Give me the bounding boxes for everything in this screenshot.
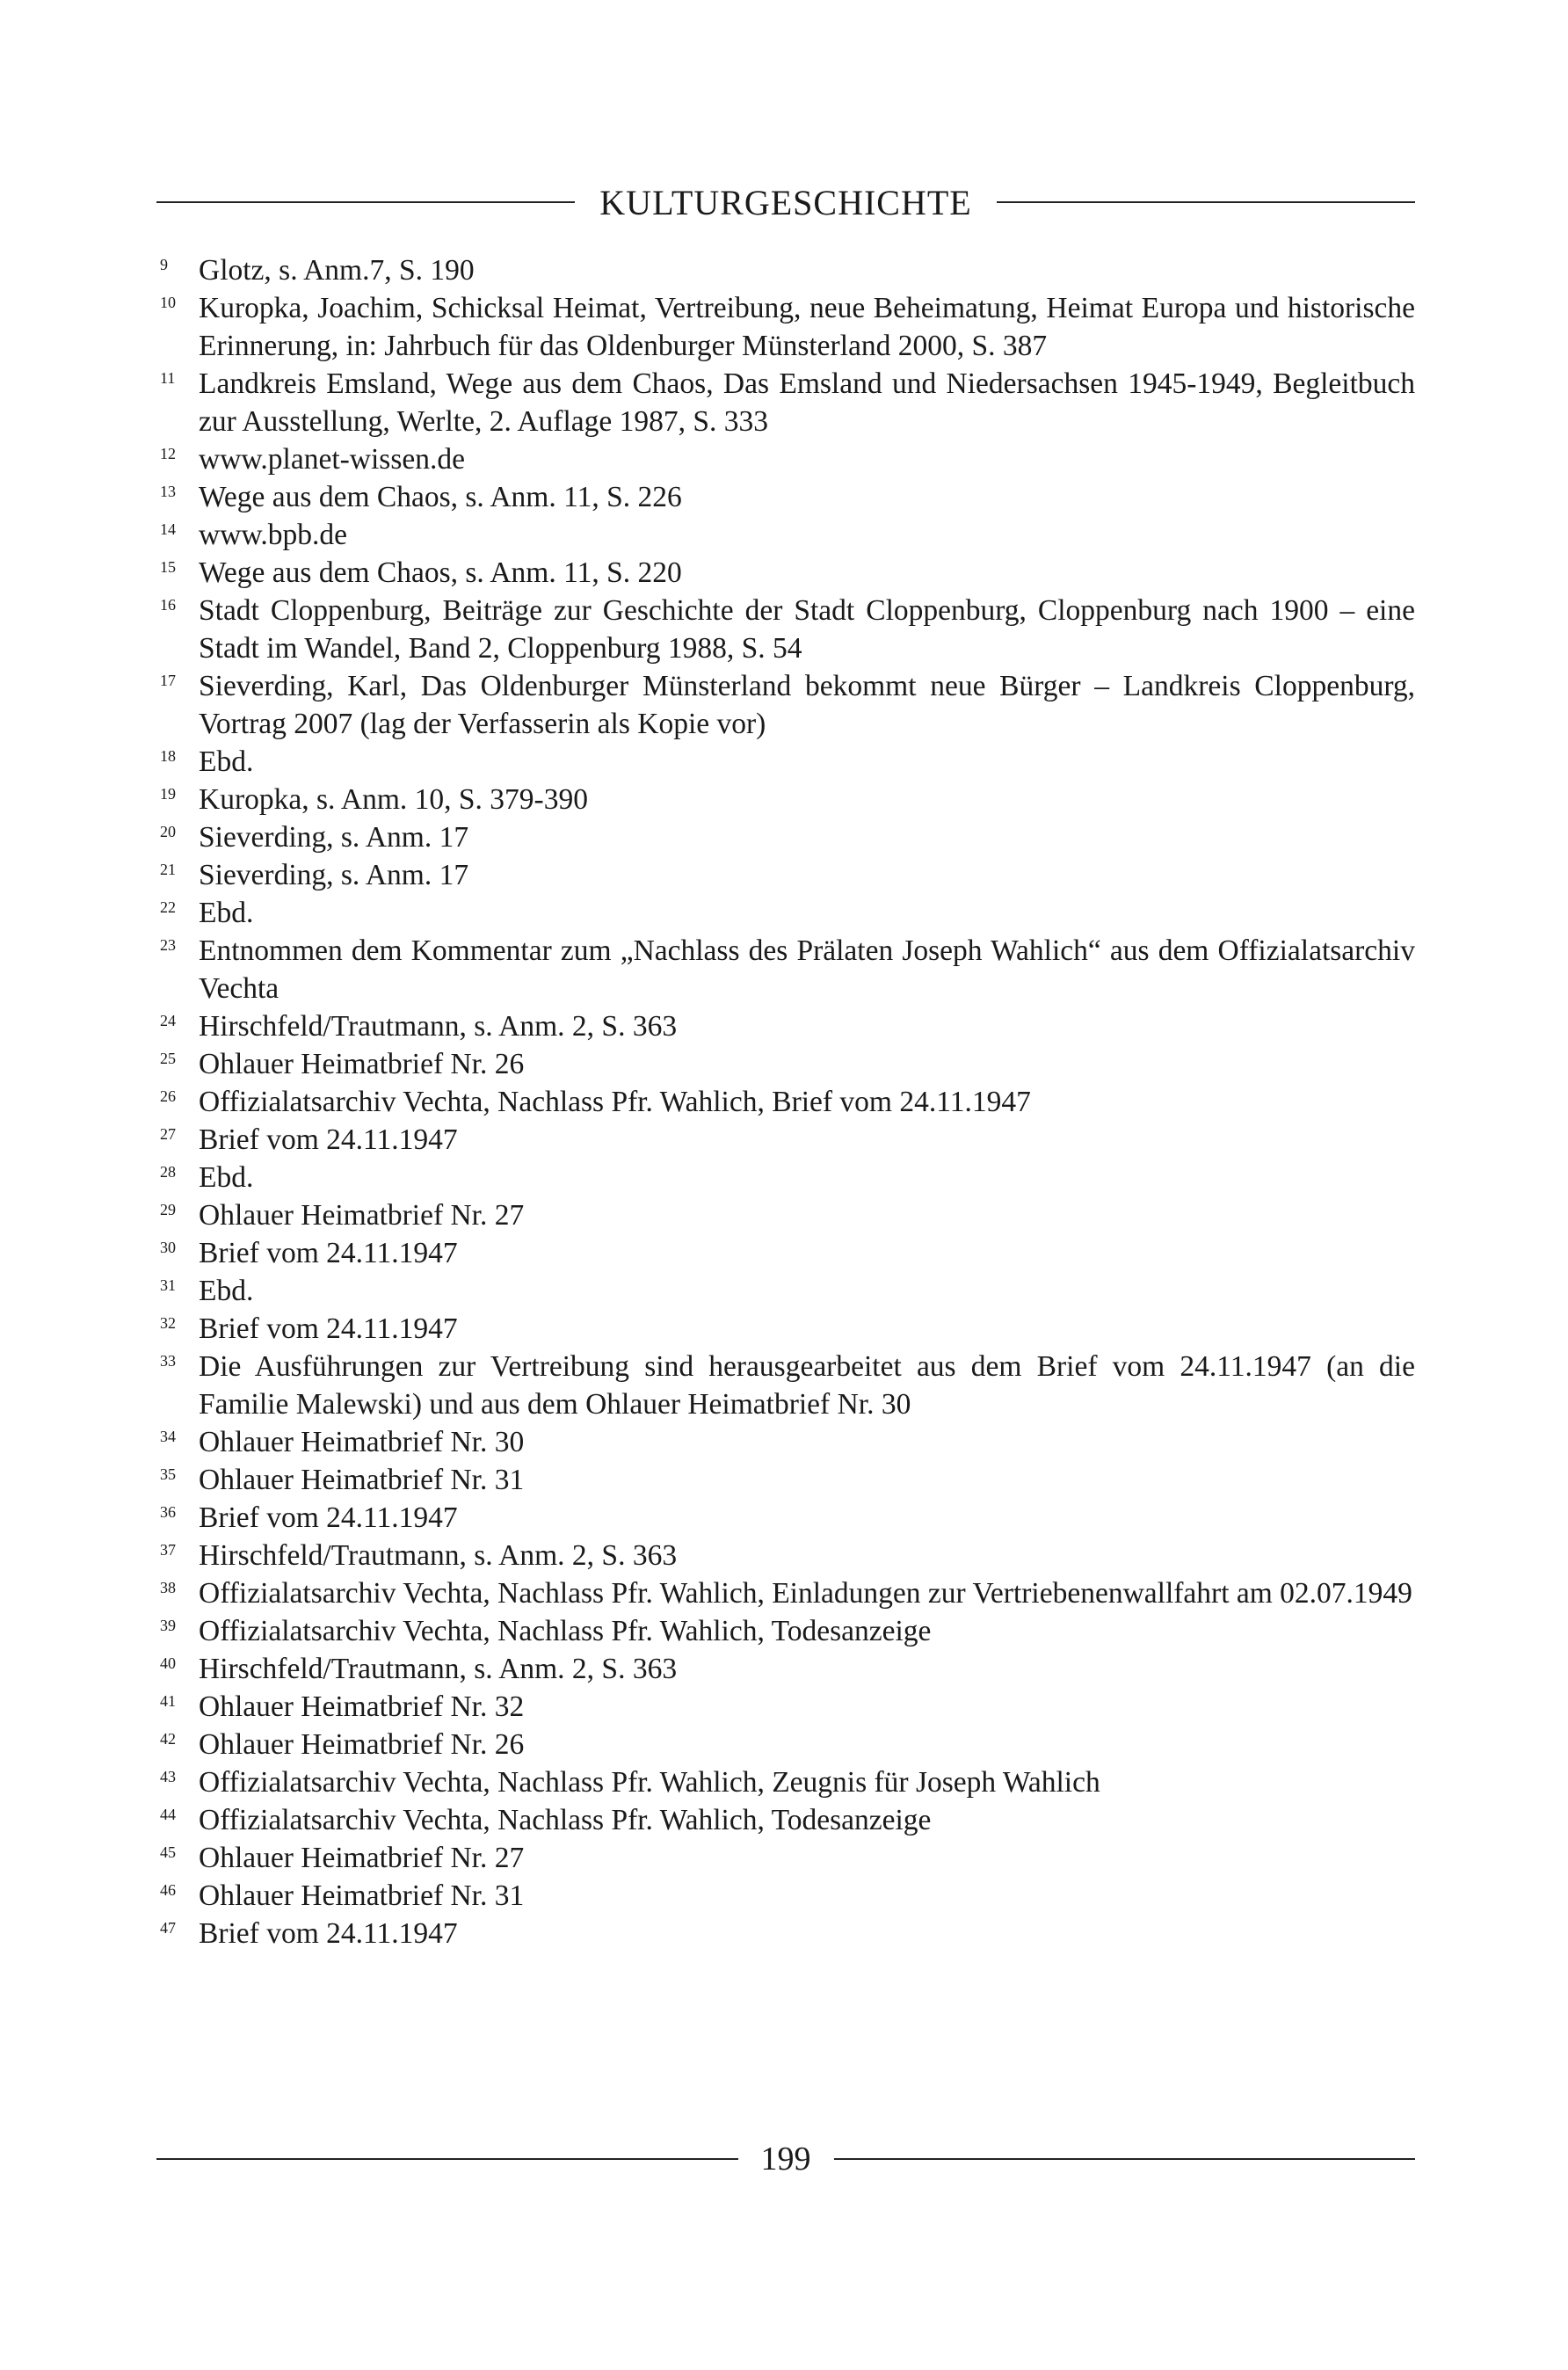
footnote-text: Sieverding, s. Anm. 17 <box>199 859 469 891</box>
footnote <box>156 1196 1415 1234</box>
footnote <box>156 1763 1415 1801</box>
footnote-list <box>156 251 1415 1952</box>
footnote-number: 15 <box>160 558 176 576</box>
footnote-number: 23 <box>160 936 176 954</box>
footnote <box>156 667 1415 743</box>
page-footer <box>156 2133 1415 2185</box>
footnote-text: Ohlauer Heimatbrief Nr. 30 <box>199 1426 525 1458</box>
footnote-text: Kuropka, s. Anm. 10, S. 379-390 <box>199 783 588 816</box>
footnote-number: 19 <box>160 785 176 803</box>
footnote <box>156 1045 1415 1083</box>
footnote-text: Ohlauer Heimatbrief Nr. 31 <box>199 1879 525 1912</box>
footnote-text: Hirschfeld/Trautmann, s. Anm. 2, S. 363 <box>199 1539 678 1572</box>
footnote-number: 27 <box>160 1125 176 1143</box>
footnote <box>156 894 1415 932</box>
footnote-text: Ebd. <box>199 1161 254 1194</box>
footnote-number: 47 <box>160 1919 176 1937</box>
footnote-number: 40 <box>160 1654 176 1672</box>
footnote-number: 42 <box>160 1730 176 1748</box>
footnote <box>156 1423 1415 1461</box>
footnote <box>156 440 1415 478</box>
footnote-text: Brief vom 24.11.1947 <box>199 1312 458 1345</box>
footnote <box>156 1612 1415 1650</box>
footnote-text: Entnommen dem Kommentar zum „Nachlass des Prälaten Joseph Wahlich“ aus dem Offizialatsarchiv Vechta <box>199 934 1415 1005</box>
footnote-text: Brief vom 24.11.1947 <box>199 1123 458 1156</box>
footer-rule-left <box>156 2158 738 2160</box>
footnote-number: 26 <box>160 1087 176 1105</box>
footnote-text: Offizialatsarchiv Vechta, Nachlass Pfr. Wahlich, Brief vom 24.11.1947 <box>199 1086 1031 1118</box>
footnote-number: 18 <box>160 747 176 765</box>
footnote-text: Glotz, s. Anm.7, S. 190 <box>199 254 475 287</box>
footnote-text: Hirschfeld/Trautmann, s. Anm. 2, S. 363 <box>199 1010 678 1043</box>
footnote <box>156 592 1415 667</box>
footnote-number: 35 <box>160 1465 176 1483</box>
footnote-number: 39 <box>160 1617 176 1634</box>
footnote <box>156 1234 1415 1272</box>
footnote-number: 13 <box>160 483 176 500</box>
footnote-text: Offizialatsarchiv Vechta, Nachlass Pfr. Wahlich, Einladungen zur Vertriebenenwallfahrt am 02.07.1949 <box>199 1577 1412 1610</box>
footnote-number: 37 <box>160 1541 176 1559</box>
footnote <box>156 1310 1415 1348</box>
footnote <box>156 1121 1415 1159</box>
footnote-text: Ebd. <box>199 745 254 778</box>
footnote-number: 24 <box>160 1012 176 1029</box>
footnote <box>156 289 1415 365</box>
footnote-number: 33 <box>160 1352 176 1370</box>
footnote-text: www.planet-wissen.de <box>199 443 465 476</box>
footnote-text: Ebd. <box>199 897 254 929</box>
page-number: 199 <box>760 2141 811 2177</box>
footnote <box>156 365 1415 440</box>
footnote-text: Ebd. <box>199 1275 254 1307</box>
footnote <box>156 1688 1415 1726</box>
footnote-number: 41 <box>160 1692 176 1710</box>
footnote-number: 10 <box>160 294 176 311</box>
footnote <box>156 1801 1415 1839</box>
footnote-number: 38 <box>160 1579 176 1596</box>
footnote-text: Offizialatsarchiv Vechta, Nachlass Pfr. Wahlich, Todesanzeige <box>199 1615 932 1647</box>
footnote <box>156 743 1415 781</box>
footnote-number: 30 <box>160 1239 176 1256</box>
footnote-number: 9 <box>160 256 168 273</box>
footer-rule-right <box>834 2158 1416 2160</box>
footnote <box>156 1915 1415 1952</box>
footnote-text: Ohlauer Heimatbrief Nr. 27 <box>199 1199 525 1232</box>
footnote <box>156 1007 1415 1045</box>
header-rule-left <box>156 201 575 203</box>
footnote-number: 31 <box>160 1276 176 1294</box>
footnote <box>156 1650 1415 1688</box>
footnote <box>156 1159 1415 1196</box>
footnote <box>156 1083 1415 1121</box>
footnote-number: 25 <box>160 1050 176 1067</box>
footnote-text: Stadt Cloppenburg, Beiträge zur Geschichte der Stadt Cloppenburg, Cloppenburg nach 1900 – eine Stadt im Wandel, Band 2, Cloppenburg 1988, S. 54 <box>199 594 1415 665</box>
footnote-number: 11 <box>160 369 176 387</box>
footnote <box>156 818 1415 856</box>
footnote-number: 29 <box>160 1201 176 1218</box>
footnote-text: Ohlauer Heimatbrief Nr. 32 <box>199 1690 525 1723</box>
footnote-text: Hirschfeld/Trautmann, s. Anm. 2, S. 363 <box>199 1653 678 1685</box>
footnote <box>156 1461 1415 1499</box>
footnote-number: 34 <box>160 1428 176 1445</box>
footnote-text: Ohlauer Heimatbrief Nr. 26 <box>199 1728 525 1761</box>
footnote-number: 20 <box>160 823 176 840</box>
footnote <box>156 516 1415 554</box>
footnote-text: Wege aus dem Chaos, s. Anm. 11, S. 226 <box>199 481 682 513</box>
footnote-text: www.bpb.de <box>199 519 348 551</box>
footnote-number: 46 <box>160 1881 176 1899</box>
footnote-text: Offizialatsarchiv Vechta, Nachlass Pfr. Wahlich, Zeugnis für Joseph Wahlich <box>199 1766 1100 1799</box>
header-rule-right <box>997 201 1415 203</box>
footnote <box>156 1272 1415 1310</box>
footnote-number: 22 <box>160 898 176 916</box>
footnote <box>156 251 1415 289</box>
footnote-text: Brief vom 24.11.1947 <box>199 1237 458 1269</box>
footnote-number: 12 <box>160 445 176 462</box>
footnote-number: 28 <box>160 1163 176 1181</box>
running-header <box>156 176 1415 229</box>
footnote <box>156 1348 1415 1423</box>
footnote-number: 17 <box>160 672 176 689</box>
footnote-number: 36 <box>160 1503 176 1521</box>
footnote-text: Sieverding, Karl, Das Oldenburger Münsterland bekommt neue Bürger – Landkreis Cloppenburg, Vortrag 2007 (lag der Verfasserin als Kopie vor) <box>199 670 1415 740</box>
footnote-number: 32 <box>160 1314 176 1332</box>
footnote-number: 45 <box>160 1843 176 1861</box>
footnote <box>156 478 1415 516</box>
footnote-number: 16 <box>160 596 176 614</box>
footnote-text: Kuropka, Joachim, Schicksal Heimat, Vertreibung, neue Beheimatung, Heimat Europa und historische Erinnerung, in: Jahrbuch für das Oldenburger Münsterland 2000, S. 387 <box>199 292 1415 362</box>
footnote <box>156 856 1415 894</box>
footnote <box>156 1537 1415 1574</box>
footnote-text: Sieverding, s. Anm. 17 <box>199 821 469 854</box>
footnote-text: Brief vom 24.11.1947 <box>199 1917 458 1950</box>
footnote <box>156 932 1415 1007</box>
footnote-text: Brief vom 24.11.1947 <box>199 1501 458 1534</box>
footnote <box>156 781 1415 818</box>
footnote-number: 14 <box>160 520 176 538</box>
footnote <box>156 1726 1415 1763</box>
footnote-number: 43 <box>160 1768 176 1785</box>
footnote-text: Ohlauer Heimatbrief Nr. 27 <box>199 1842 525 1874</box>
header-title: KULTURGESCHICHTE <box>599 182 972 222</box>
footnote <box>156 1499 1415 1537</box>
footnote <box>156 554 1415 592</box>
footnote-text: Ohlauer Heimatbrief Nr. 26 <box>199 1048 525 1080</box>
footnote-text: Landkreis Emsland, Wege aus dem Chaos, Das Emsland und Niedersachsen 1945-1949, Begleitbuch zur Ausstellung, Werlte, 2. Auflage 1987, S. 333 <box>199 367 1415 438</box>
footnote <box>156 1839 1415 1877</box>
footnote-text: Die Ausführungen zur Vertreibung sind herausgearbeitet aus dem Brief vom 24.11.1947 (an die Familie Malewski) und aus dem Ohlauer Heimatbrief Nr. 30 <box>199 1350 1415 1421</box>
footnote-number: 21 <box>160 861 176 878</box>
footnote-text: Wege aus dem Chaos, s. Anm. 11, S. 220 <box>199 556 682 589</box>
footnote <box>156 1877 1415 1915</box>
footnote-text: Offizialatsarchiv Vechta, Nachlass Pfr. Wahlich, Todesanzeige <box>199 1804 932 1836</box>
footnote <box>156 1574 1415 1612</box>
footnote-number: 44 <box>160 1806 176 1823</box>
footnote-text: Ohlauer Heimatbrief Nr. 31 <box>199 1464 525 1496</box>
